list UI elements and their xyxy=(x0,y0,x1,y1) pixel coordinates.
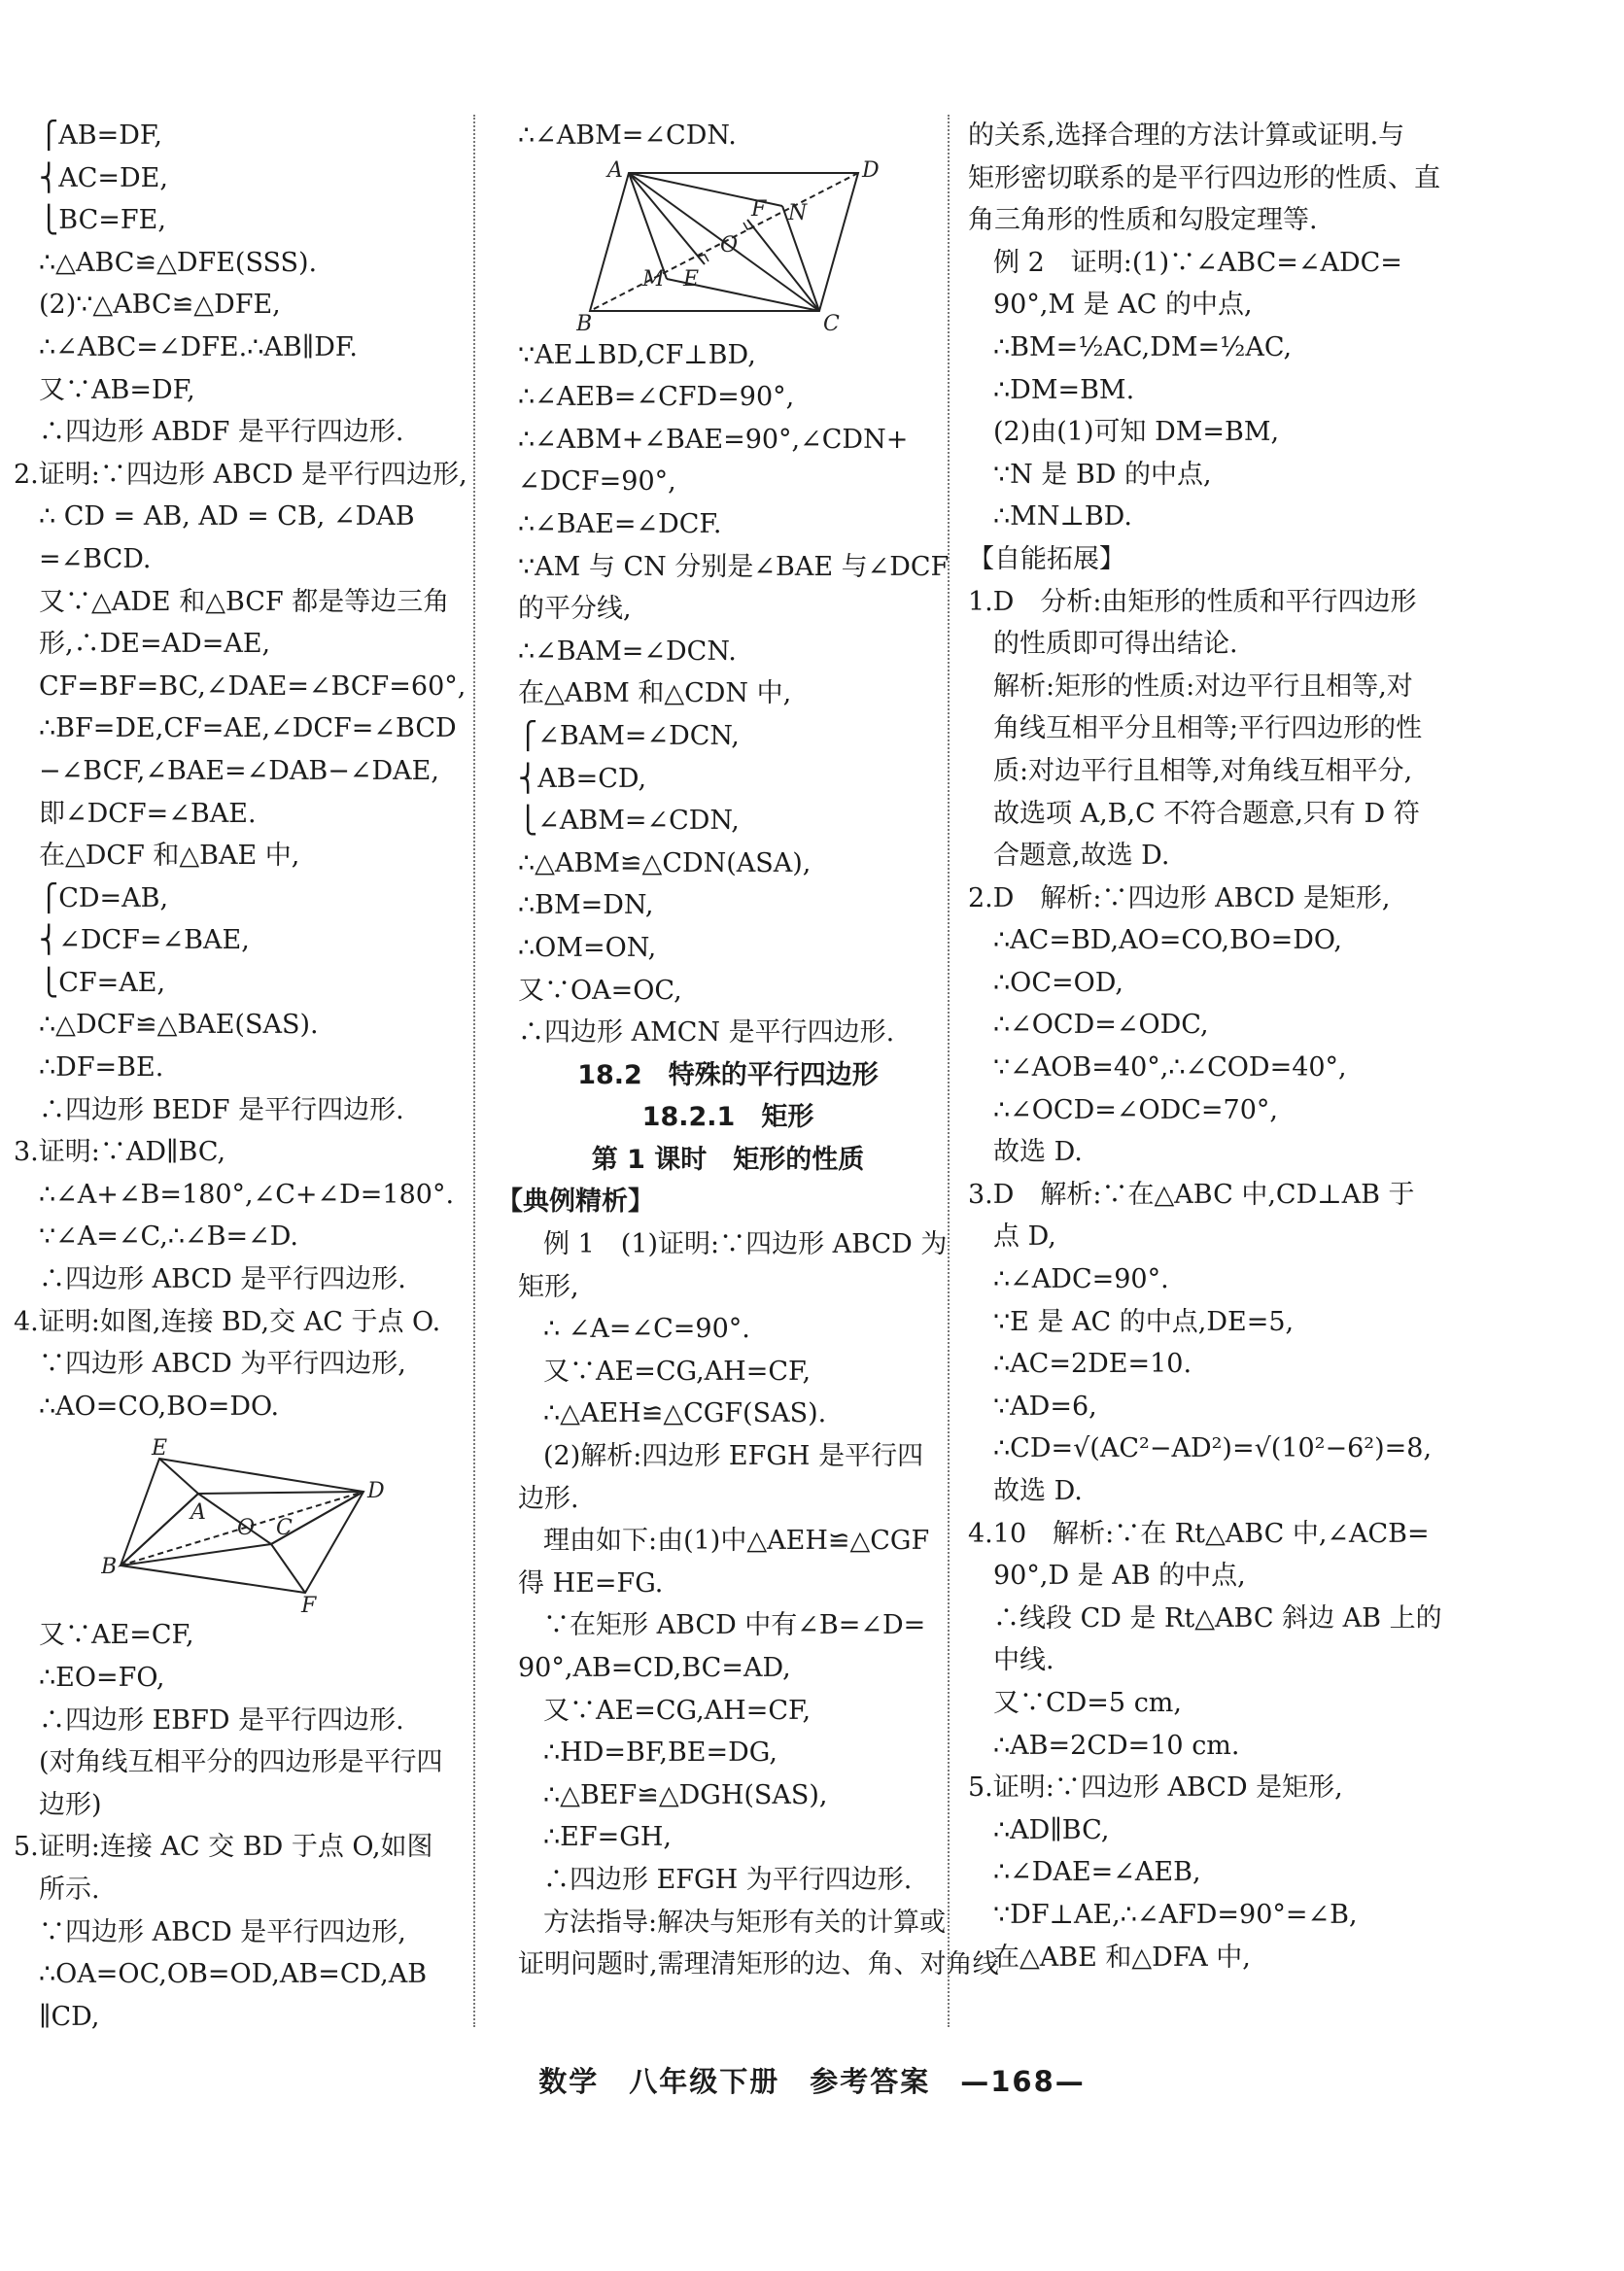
text-line: 3.证明:∵AD∥BC, xyxy=(14,1137,226,1168)
text-line: −∠BCF,∠BAE=∠DAB−∠DAE, xyxy=(39,755,439,786)
text-line: 5.证明:连接 AC 交 BD 于点 O,如图 xyxy=(14,1832,433,1863)
text-line: 又∵AE=CG,AH=CF, xyxy=(543,1695,812,1726)
column-divider-1 xyxy=(473,115,475,2027)
lesson-title: 第 1 课时 矩形的性质 xyxy=(591,1144,865,1175)
text-line: ∴AC=2DE=10. xyxy=(993,1349,1192,1380)
text-line: ∴ CD = AB, AD = CB, ∠DAB xyxy=(39,501,415,533)
text-line: ∴∠ADC=90°. xyxy=(993,1264,1169,1295)
text-line: ∴∠OCD=∠ODC=70°, xyxy=(993,1094,1278,1125)
text-line: 理由如下:由(1)中△AEH≌△CGF xyxy=(543,1526,930,1557)
fig2-label-m: M xyxy=(642,266,665,292)
text-line: 又∵AB=DF, xyxy=(39,374,195,405)
text-line: 证明问题时,需理清矩形的边、角、对角线 xyxy=(518,1949,999,1980)
text-line: 90°,AB=CD,BC=AD, xyxy=(518,1653,791,1683)
fig2-label-o: O xyxy=(720,232,739,258)
text-line: 中线. xyxy=(993,1645,1054,1676)
text-line: ∴AB=2CD=10 cm. xyxy=(993,1730,1240,1761)
text-line: 在△ABM 和△CDN 中, xyxy=(518,678,792,709)
text-line: ∴四边形 ABCD 是平行四边形. xyxy=(39,1264,406,1295)
fig1-label-e: E xyxy=(152,1437,168,1462)
text-line: ∴四边形 EFGH 为平行四边形. xyxy=(543,1864,913,1895)
text-line: ⎨AC=DE, xyxy=(39,162,168,193)
text-line: 矩形密切联系的是平行四边形的性质、直 xyxy=(968,162,1440,193)
text-line: ∴四边形 AMCN 是平行四边形. xyxy=(518,1017,895,1049)
text-line: 矩形, xyxy=(518,1271,579,1302)
column-2 xyxy=(497,115,999,1986)
text-line: 2.D 解析:∵四边形 ABCD 是矩形, xyxy=(968,882,1391,913)
text-line: 即∠DCF=∠BAE. xyxy=(39,798,257,829)
text-line: 2.证明:∵四边形 ABCD 是平行四边形, xyxy=(14,459,467,490)
text-line: ∵AE⊥BD,CF⊥BD, xyxy=(518,339,756,370)
text-line: =∠BCD. xyxy=(39,543,152,574)
fig1-label-b: B xyxy=(101,1555,118,1580)
text-line: ∴AO=CO,BO=DO. xyxy=(39,1391,280,1422)
text-line: 形,∴DE=AD=AE, xyxy=(39,629,271,660)
text-line: ⎩CF=AE, xyxy=(39,967,166,998)
text-line: ∴BF=DE,CF=AE,∠DCF=∠BCD xyxy=(39,713,457,744)
text-line: 边形. xyxy=(518,1483,579,1514)
fig2-label-d: D xyxy=(862,158,880,183)
text-line: 的性质即可得出结论. xyxy=(993,629,1238,660)
text-line: ∠DCF=90°, xyxy=(518,466,676,498)
text-line: ∵N 是 BD 的中点, xyxy=(993,459,1212,490)
text-line: 解析:矩形的性质:对边平行且相等,对 xyxy=(993,671,1413,702)
text-line: ∴∠ABM+∠BAE=90°,∠CDN+ xyxy=(518,424,909,455)
text-line: ∵AM 与 CN 分别是∠BAE 与∠DCF xyxy=(518,551,950,582)
text-line: ⎩∠ABM=∠CDN, xyxy=(518,806,740,837)
text-line: ∴EF=GH, xyxy=(543,1822,672,1853)
text-line: ∴∠BAM=∠DCN. xyxy=(518,636,737,667)
text-line: ⎧AB=DF, xyxy=(39,120,162,151)
section-tag: 【典例精析】 xyxy=(497,1187,654,1218)
text-line: ∵∠AOB=40°,∴∠COD=40°, xyxy=(993,1052,1347,1084)
fig2-label-f: F xyxy=(751,196,767,222)
text-line: 90°,D 是 AB 的中点, xyxy=(993,1561,1246,1592)
text-line: ∴四边形 ABDF 是平行四边形. xyxy=(39,417,404,448)
text-line: 在△ABE 和△DFA 中, xyxy=(993,1942,1251,1973)
text-line: ∴△ABM≌△CDN(ASA), xyxy=(518,847,812,878)
text-line: ∵DF⊥AE,∴∠AFD=90°=∠B, xyxy=(993,1899,1358,1930)
text-line: ∴AD∥BC, xyxy=(993,1814,1110,1845)
text-line: ∵AD=6, xyxy=(993,1391,1097,1422)
text-line: (2)由(1)可知 DM=BM, xyxy=(993,417,1280,448)
text-line: ∴CD=√(AC²−AD²)=√(10²−6²)=8, xyxy=(993,1433,1433,1464)
text-line: ⎨AB=CD, xyxy=(518,763,647,794)
text-line: 在△DCF 和△BAE 中, xyxy=(39,841,300,872)
text-line: 1.D 分析:由矩形的性质和平行四边形 xyxy=(968,586,1417,617)
text-line: 的平分线, xyxy=(518,594,632,625)
text-line: 故选 D. xyxy=(993,1137,1083,1168)
text-line: ∴DM=BM. xyxy=(993,374,1135,405)
text-line: ∴∠OCD=∠ODC, xyxy=(993,1010,1209,1041)
text-line: ∴OA=OC,OB=OD,AB=CD,AB xyxy=(39,1959,428,1990)
text-line: 又∵CD=5 cm, xyxy=(993,1687,1182,1718)
text-line: 3.D 解析:∵在△ABC 中,CD⊥AB 于 xyxy=(968,1179,1415,1210)
text-line: ∴OM=ON, xyxy=(518,932,657,963)
text-line: 点 D, xyxy=(993,1222,1056,1253)
text-line: 故选项 A,B,C 不符合题意,只有 D 符 xyxy=(993,798,1420,829)
fig1-label-d: D xyxy=(367,1479,385,1504)
text-line: 所示. xyxy=(39,1874,100,1905)
column-divider-2 xyxy=(948,115,950,2027)
figure-parallelogram-ebfd xyxy=(101,1437,422,1612)
text-line: 又∵OA=OC, xyxy=(518,975,682,1006)
text-line: 质:对边平行且相等,对角线互相平分, xyxy=(993,755,1413,786)
text-line: ∵在矩形 ABCD 中有∠B=∠D= xyxy=(543,1610,926,1641)
text-line: 又∵AE=CG,AH=CF, xyxy=(543,1356,812,1387)
column-3 xyxy=(968,115,1600,1979)
text-line: ∴线段 CD 是 Rt△ABC 斜边 AB 上的 xyxy=(993,1602,1442,1634)
text-line: 90°,M 是 AC 的中点, xyxy=(993,290,1253,321)
fig1-label-c: C xyxy=(276,1516,293,1541)
text-line: 方法指导:解决与矩形有关的计算或 xyxy=(543,1907,947,1938)
text-line: ⎨∠DCF=∠BAE, xyxy=(39,925,250,956)
text-line: ∴∠ABM=∠CDN. xyxy=(518,120,737,151)
text-line: 4.证明:如图,连接 BD,交 AC 于点 O. xyxy=(14,1306,441,1337)
text-line: ∴ ∠A=∠C=90°. xyxy=(543,1314,750,1345)
text-line: 4.10 解析:∵在 Rt△ABC 中,∠ACB= xyxy=(968,1518,1430,1549)
text-line: 例 2 证明:(1)∵∠ABC=∠ADC= xyxy=(993,247,1402,278)
text-line: ⎧CD=AB, xyxy=(39,882,169,913)
text-line: ∴OC=OD, xyxy=(993,967,1123,998)
text-line: (2)∵△ABC≌△DFE, xyxy=(39,290,281,321)
fig1-label-o: O xyxy=(237,1516,256,1541)
text-line: ∴∠ABC=∠DFE.∴AB∥DF. xyxy=(39,331,358,362)
text-line: 角线互相平分且相等;平行四边形的性 xyxy=(993,713,1423,744)
text-line: ∴BM=DN, xyxy=(518,890,654,921)
text-line: 角三角形的性质和勾股定理等. xyxy=(968,205,1318,236)
page-footer: 数学 八年级下册 参考答案 —168— xyxy=(538,2065,1086,2098)
text-line: ∥CD, xyxy=(39,2001,100,2032)
text-line: ∴∠AEB=∠CFD=90°, xyxy=(518,382,795,413)
text-line: ∴△BEF≌△DGH(SAS), xyxy=(543,1779,828,1810)
text-line: ∴四边形 BEDF 是平行四边形. xyxy=(39,1094,404,1125)
fig2-label-c: C xyxy=(823,311,840,334)
text-line: 例 1 (1)证明:∵四边形 ABCD 为 xyxy=(543,1229,948,1260)
text-line: ∴∠A+∠B=180°,∠C+∠D=180°. xyxy=(39,1179,455,1210)
text-line: 5.证明:∵四边形 ABCD 是矩形, xyxy=(968,1772,1343,1804)
text-line: ∵四边形 ABCD 为平行四边形, xyxy=(39,1349,406,1380)
text-line: ∴△AEH≌△CGF(SAS). xyxy=(543,1398,827,1429)
text-line: ∵E 是 AC 的中点,DE=5, xyxy=(993,1306,1295,1337)
fig2-label-e: E xyxy=(683,266,700,292)
text-line: ⎧∠BAM=∠DCN, xyxy=(518,720,740,751)
text-line: ∴△DCF≌△BAE(SAS). xyxy=(39,1010,319,1041)
text-line: 边形) xyxy=(39,1789,102,1820)
fig2-label-a: A xyxy=(607,158,623,183)
text-line: 得 HE=FG. xyxy=(518,1567,664,1599)
fig2-label-n: N xyxy=(788,200,808,225)
subsection-title: 18.2.1 矩形 xyxy=(641,1102,814,1133)
text-line: ∴△ABC≌△DFE(SSS). xyxy=(39,247,318,278)
text-line: ∵四边形 ABCD 是平行四边形, xyxy=(39,1916,406,1947)
text-line: ∴∠BAE=∠DCF. xyxy=(518,508,722,539)
text-line: ∴HD=BF,BE=DG, xyxy=(543,1738,777,1769)
text-line: ∴EO=FO, xyxy=(39,1663,165,1693)
text-line: ⎩BC=FE, xyxy=(39,205,166,236)
text-line: ∴BM=½AC,DM=½AC, xyxy=(993,331,1293,362)
text-line: 的关系,选择合理的方法计算或证明.与 xyxy=(968,120,1405,151)
text-line: (对角线互相平分的四边形是平行四 xyxy=(39,1747,443,1778)
text-line: 又∵AE=CF, xyxy=(39,1620,194,1651)
text-line: ∴AC=BD,AO=CO,BO=DO, xyxy=(993,925,1343,956)
text-line: (2)解析:四边形 EFGH 是平行四 xyxy=(543,1441,924,1472)
column-1 xyxy=(14,115,467,2038)
text-line: 故选 D. xyxy=(993,1476,1083,1506)
text-line: 又∵△ADE 和△BCF 都是等边三角 xyxy=(39,586,450,617)
section-title: 18.2 特殊的平行四边形 xyxy=(577,1059,879,1090)
fig1-label-a: A xyxy=(190,1500,206,1526)
text-line: CF=BF=BC,∠DAE=∠BCF=60°, xyxy=(39,671,466,702)
fig1-label-f: F xyxy=(301,1594,317,1613)
text-line: ∴∠DAE=∠AEB, xyxy=(993,1857,1201,1888)
text-line: ∵∠A=∠C,∴∠B=∠D. xyxy=(39,1222,298,1253)
fig2-label-b: B xyxy=(576,311,593,334)
figure-parallelogram-amcn xyxy=(576,159,897,334)
text-line: ∴四边形 EBFD 是平行四边形. xyxy=(39,1704,404,1736)
text-line: ∴DF=BE. xyxy=(39,1052,164,1084)
text-line: 合题意,故选 D. xyxy=(993,841,1170,872)
text-line: ∴MN⊥BD. xyxy=(993,501,1132,533)
text-line: 【自能拓展】 xyxy=(968,543,1125,574)
